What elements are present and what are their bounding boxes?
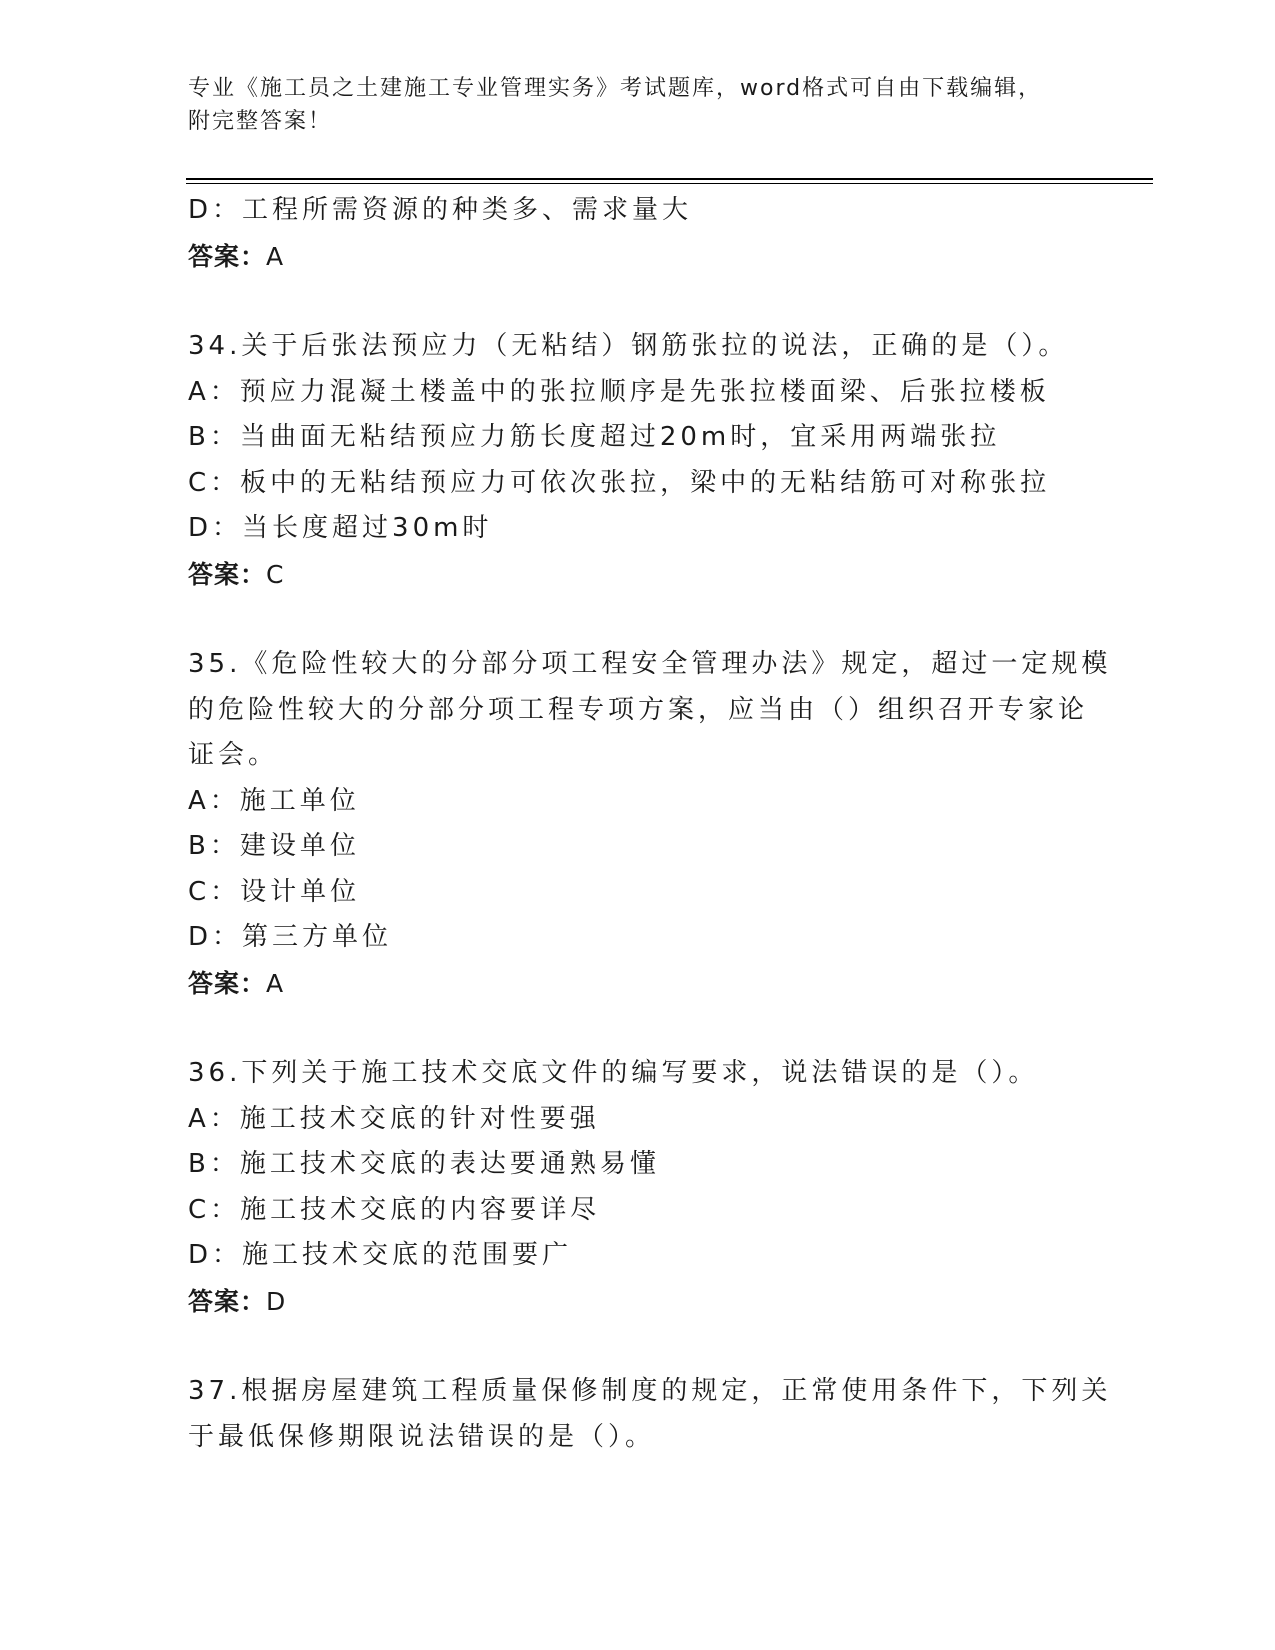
- header-line-1: 专业《施工员之土建施工专业管理实务》考试题库，word格式可自由下载编辑，: [188, 76, 1043, 101]
- answer-line: [188, 1279, 1088, 1325]
- question-stem: 35.《危险性较大的分部分项工程安全管理办法》规定，超过一定规模: [188, 649, 1112, 679]
- option-b: B：当曲面无粘结预应力筋长度超过20m时，宜采用两端张拉: [188, 422, 1001, 452]
- question-34: [188, 324, 1088, 597]
- document-header: [188, 72, 1088, 138]
- answer-label: 答案：: [188, 559, 267, 589]
- answer-line: [188, 552, 1088, 598]
- question-37: [188, 1369, 1112, 1460]
- answer-value: D: [266, 1286, 287, 1316]
- option-d: D：第三方单位: [188, 922, 393, 952]
- answer-value: C: [266, 559, 285, 589]
- option-a: A：预应力混凝土楼盖中的张拉顺序是先张拉楼面梁、后张拉楼板: [188, 376, 1050, 407]
- header-line-2: 附完整答案！: [188, 109, 333, 134]
- answer-value: A: [266, 968, 285, 998]
- answer-label: 答案：: [188, 241, 267, 271]
- option-a: A：施工单位: [188, 785, 360, 816]
- option-c: C：板中的无粘结预应力可依次张拉，梁中的无粘结筋可对称张拉: [188, 467, 1051, 498]
- option-d: D：施工技术交底的范围要广: [188, 1240, 573, 1270]
- question-33-tail: [188, 188, 1088, 279]
- document-body: [188, 188, 1112, 1460]
- option-c: C：施工技术交底的内容要详尽: [188, 1194, 601, 1225]
- option-a: A：施工技术交底的针对性要强: [188, 1103, 600, 1134]
- question-stem: 37.根据房屋建筑工程质量保修制度的规定，正常使用条件下，下列关: [188, 1376, 1112, 1406]
- question-stem: 34.关于后张法预应力（无粘结）钢筋张拉的说法，正确的是（）。: [188, 331, 1069, 361]
- header-divider-thin: [186, 183, 1153, 184]
- question-stem: 证会。: [188, 740, 279, 770]
- option-d: D：当长度超过30m时: [188, 513, 493, 543]
- answer-line: [188, 234, 1088, 280]
- question-stem: 于最低保修期限说法错误的是（）。: [188, 1421, 656, 1452]
- option-b: B：建设单位: [188, 831, 360, 861]
- question-stem: 36.下列关于施工技术交底文件的编写要求，说法错误的是（）。: [188, 1058, 1039, 1088]
- question-stem: 的危险性较大的分部分项工程专项方案，应当由（）组织召开专家论: [188, 694, 1089, 725]
- option-c: C：设计单位: [188, 876, 361, 907]
- question-36: [188, 1051, 1088, 1324]
- answer-label: 答案：: [188, 968, 267, 998]
- option-d: D：工程所需资源的种类多、需求量大: [188, 195, 693, 225]
- answer-value: A: [266, 241, 285, 271]
- answer-label: 答案：: [188, 1286, 267, 1316]
- header-divider: [186, 178, 1153, 180]
- question-35: [188, 642, 1112, 1006]
- answer-line: [188, 961, 1088, 1007]
- option-b: B：施工技术交底的表达要通熟易懂: [188, 1149, 660, 1179]
